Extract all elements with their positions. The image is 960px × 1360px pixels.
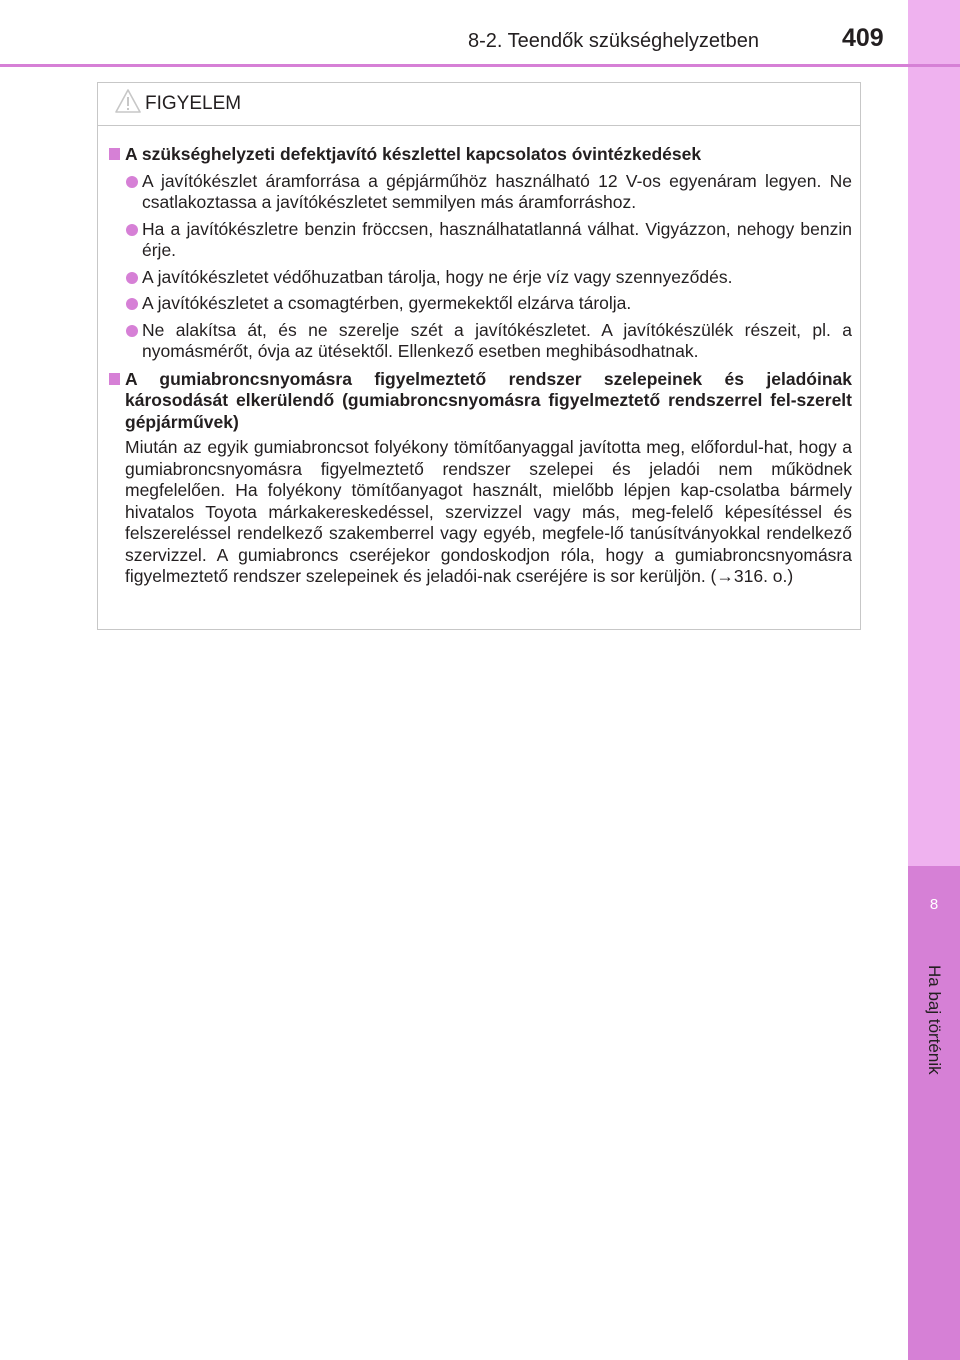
list-item bbox=[109, 267, 852, 289]
section-title bbox=[109, 369, 852, 434]
list-item bbox=[109, 171, 852, 214]
round-bullet-icon bbox=[126, 298, 138, 310]
round-bullet-icon bbox=[126, 224, 138, 236]
header-divider bbox=[0, 64, 960, 67]
list-item bbox=[109, 320, 852, 363]
section-header-title: 8-2. Teendők szükséghelyzetben bbox=[468, 30, 759, 52]
chapter-title-text: Ha baj történik bbox=[925, 965, 944, 1075]
section-title bbox=[109, 144, 852, 166]
warning-box bbox=[97, 82, 861, 630]
warning-header bbox=[98, 83, 860, 126]
list-item-text: Ha a javítókészletre benzin fröccsen, használhatatlanná válhat. Vigyázzon, nehogy benzin érje. bbox=[142, 218, 852, 260]
chapter-number: 8 bbox=[929, 896, 939, 913]
warning-body bbox=[98, 126, 860, 588]
section-title-text: A szükséghelyzeti defektjavító készlettel kapcsolatos óvintézkedések bbox=[125, 144, 702, 164]
round-bullet-icon bbox=[126, 272, 138, 284]
list-item-text: A javítókészlet áramforrása a gépjárműhöz használható 12 V-os egyenáram legyen. Ne csatlakoztassa a javítókészletet semmilyen más áramforráshoz. bbox=[142, 170, 852, 212]
round-bullet-icon bbox=[126, 176, 138, 188]
chapter-title bbox=[908, 965, 960, 1105]
page-number: 409 bbox=[842, 24, 884, 52]
section-paragraph: Miután az egyik gumiabroncsot folyékony tömítőanyaggal javította meg, előfordul-hat, hogy a gumiabroncsnyomásra figyelmeztető rendszer szelepei és jeladói nem működnek megfelelően. Ha folyékony tömítőanyagot használt, mielőbb lépjen kap-csolatba bármely hivatalos Toyota márkakereskedéssel, szervizzel vagy más, meg-felelő képesítéssel és felszereléssel rendelkező szakemberrel vagy egyéb, megfele-lő tanúsítványokkal rendelkező szervizzel. A gumiabroncs cseréjekor gondoskodjon róla, hogy a gumiabroncsnyomásra figyelmeztető rendszer szelepeinek és jeladói-nak cseréjére is sor kerüljön. (→316. o.) bbox=[125, 437, 852, 586]
warning-triangle-icon bbox=[115, 88, 141, 114]
list-item-text: A javítókészletet a csomagtérben, gyermekektől elzárva tárolja. bbox=[142, 293, 632, 313]
section-title-text: A gumiabroncsnyomásra figyelmeztető rendszer szelepeinek és jeladóinak károsodását elkerülendő (gumiabroncsnyomásra figyelmeztető rendszerrel fel-szerelt gépjárművek) bbox=[125, 368, 852, 432]
square-bullet-icon bbox=[109, 148, 120, 160]
list-item-text: Ne alakítsa át, és ne szerelje szét a javítókészletet. A javítókészülék részeit, pl. a nyomásmérőt, óvja az ütésektől. Ellenkező esetben meghibásodhatnak. bbox=[142, 319, 852, 361]
list-item bbox=[109, 293, 852, 315]
chapter-tab-marker bbox=[908, 866, 960, 1360]
warning-label: FIGYELEM bbox=[145, 93, 242, 114]
round-bullet-icon bbox=[126, 325, 138, 337]
list-item-text: A javítókészletet védőhuzatban tárolja, hogy ne érje víz vagy szennyeződés. bbox=[142, 266, 733, 287]
square-bullet-icon bbox=[109, 373, 120, 385]
list-item bbox=[109, 219, 852, 262]
